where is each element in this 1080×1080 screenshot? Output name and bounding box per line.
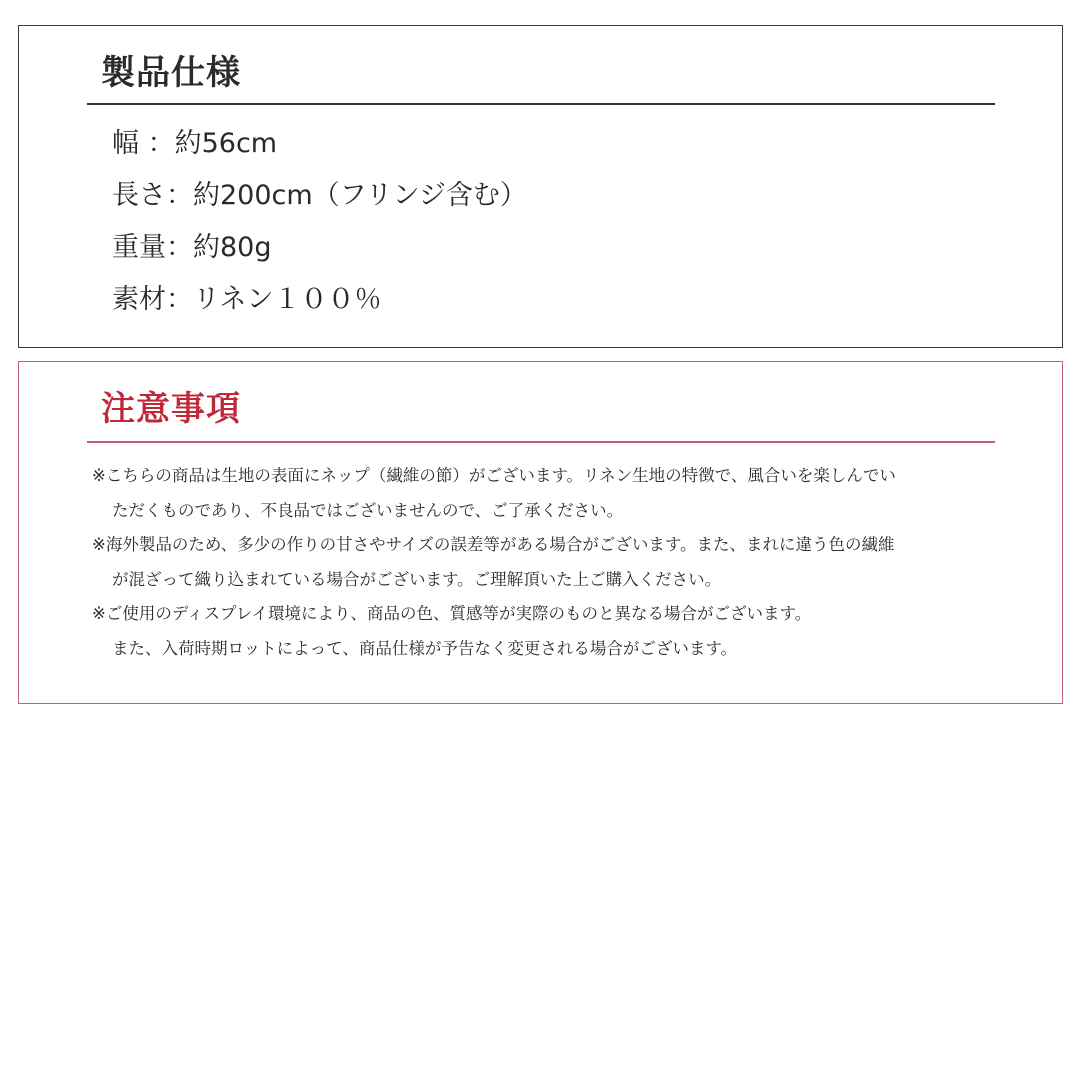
notice-panel bbox=[18, 361, 1063, 704]
spec-material: 素材：リネン１００％ bbox=[112, 284, 382, 315]
notice-line: また、入荷時期ロットによって、商品仕様が予告なく変更される場合がございます。 bbox=[112, 638, 738, 658]
notice-line: ※海外製品のため、多少の作りの甘さやサイズの誤差等がある場合がございます。また、まれに違う色の繊維 bbox=[92, 535, 895, 554]
notice-line: ※こちらの商品は生地の表面にネップ（繊維の節）がございます。リネン生地の特徴で、風合いを楽しんでい bbox=[92, 466, 896, 485]
spec-width: 幅 ：約56cm bbox=[112, 128, 278, 159]
product-spec-divider bbox=[87, 103, 995, 105]
notice-title: 注意事項 bbox=[101, 389, 241, 429]
product-spec-panel bbox=[18, 25, 1063, 348]
spec-weight: 重量：約80g bbox=[112, 232, 272, 263]
notice-list bbox=[92, 462, 896, 669]
notice-divider bbox=[87, 441, 995, 443]
spec-length: 長さ：約200cm（フリンジ含む） bbox=[112, 180, 527, 211]
notice-line: が混ざって織り込まれている場合がございます。ご理解頂いた上ご購入ください。 bbox=[112, 569, 722, 589]
notice-line: ただくものであり、不良品ではございませんので、ご了承ください。 bbox=[112, 500, 624, 520]
product-spec-title: 製品仕様 bbox=[101, 53, 241, 93]
notice-line: ※ご使用のディスプレイ環境により、商品の色、質感等が実際のものと異なる場合がございます。 bbox=[92, 604, 812, 623]
product-spec-list bbox=[112, 126, 527, 334]
